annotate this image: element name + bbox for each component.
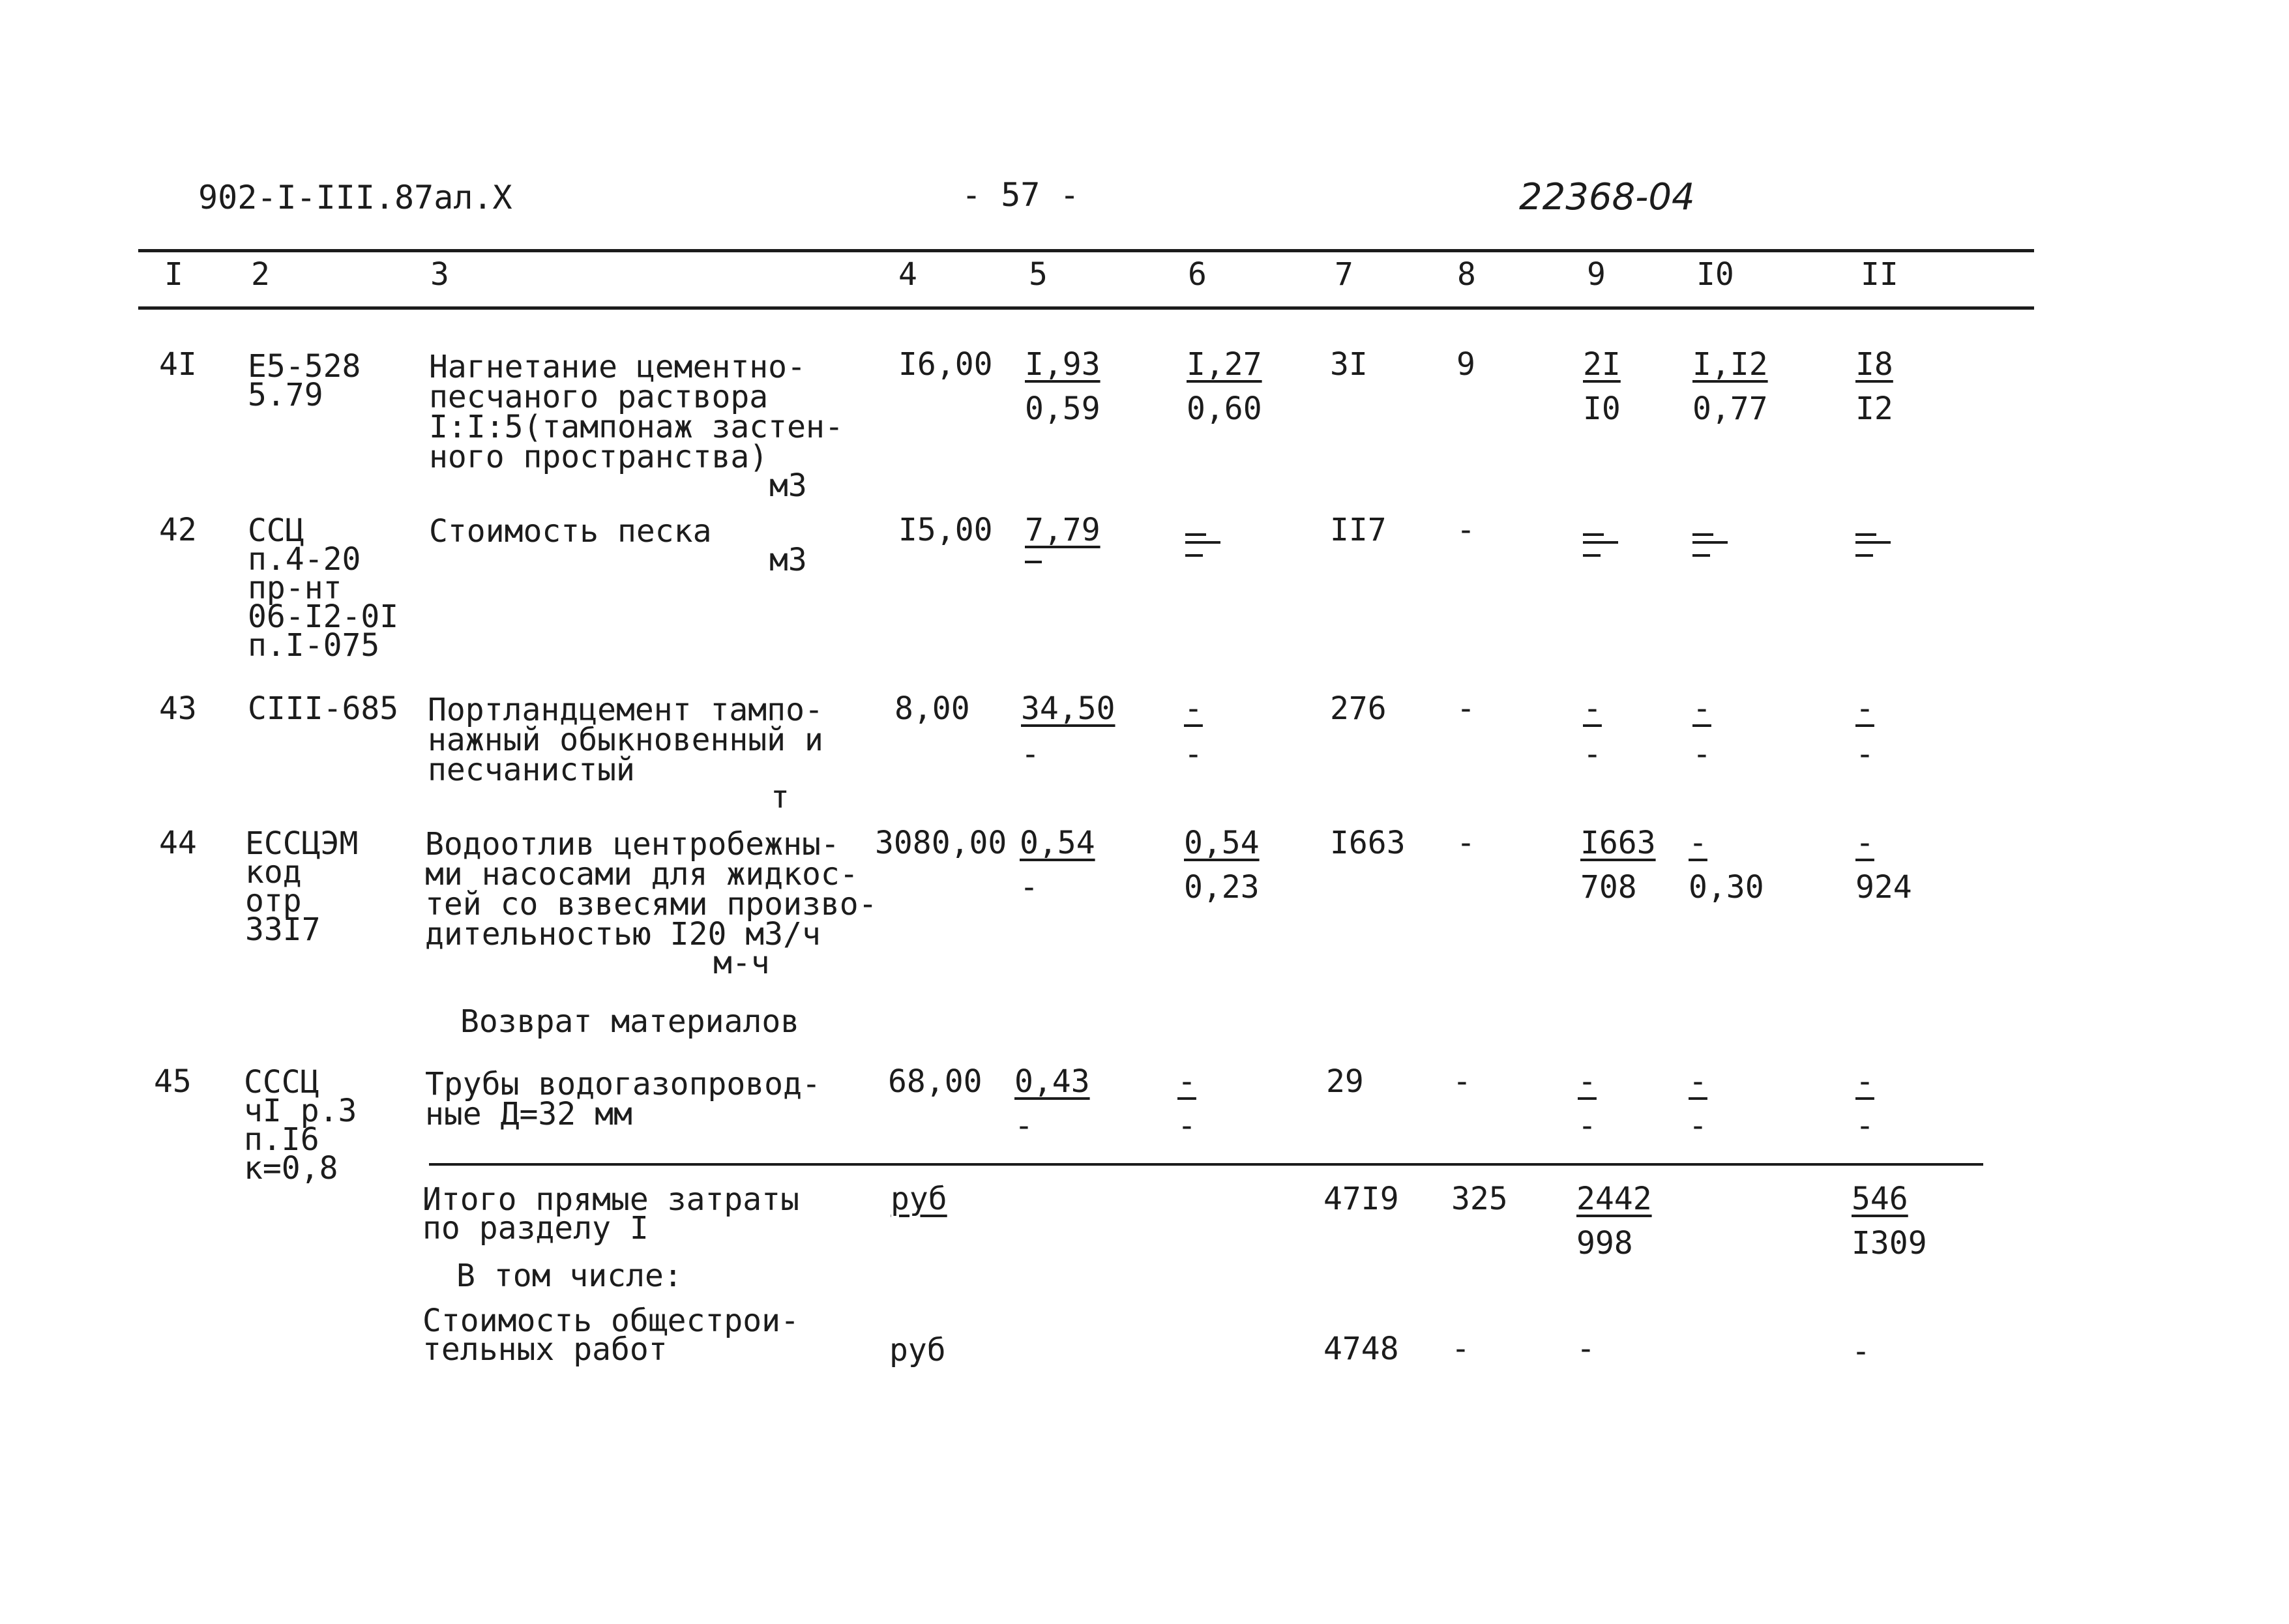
c9-bottom: - bbox=[1578, 1108, 1597, 1144]
page-number: - 57 - bbox=[962, 176, 1080, 214]
row-name: Нагнетание цементно- песчаного раствора I:I:5(тампонаж застен- ного пространства) bbox=[429, 349, 844, 475]
col-header: 2 bbox=[251, 256, 270, 293]
c7-value: 29 bbox=[1326, 1063, 1364, 1100]
c7-value: 3I bbox=[1330, 346, 1368, 383]
row-qty: 3080,00 bbox=[875, 825, 1007, 861]
general-c11: - bbox=[1852, 1333, 1870, 1370]
c6-bottom: - bbox=[1177, 1108, 1196, 1144]
col-header: 4 bbox=[898, 256, 917, 293]
c5-bottom: 0,59 bbox=[1025, 391, 1100, 427]
totals-label: Итого прямые затраты по разделу I bbox=[422, 1181, 799, 1247]
row-qty: 68,00 bbox=[888, 1063, 982, 1100]
c8-value: - bbox=[1453, 1063, 1471, 1100]
row-unit: т bbox=[771, 779, 790, 816]
col-header: 8 bbox=[1457, 256, 1476, 293]
c6-bottom: 0,60 bbox=[1187, 391, 1262, 427]
row-code: ЕССЦЭМ код отр 33I7 bbox=[245, 825, 359, 948]
c10-bottom: - bbox=[1692, 736, 1711, 773]
general-unit: руб bbox=[889, 1332, 946, 1368]
c8-value: - bbox=[1456, 825, 1475, 861]
c5-bottom-dash bbox=[1025, 561, 1042, 563]
c7-value: 276 bbox=[1330, 690, 1387, 727]
c10-top: - bbox=[1689, 1063, 1707, 1100]
c11-top: - bbox=[1855, 690, 1874, 727]
row-number: 42 bbox=[159, 512, 197, 548]
c6-bottom: - bbox=[1184, 736, 1203, 773]
c11-bottom: - bbox=[1855, 736, 1874, 773]
totals-c11-bottom: I309 bbox=[1852, 1225, 1927, 1262]
c9-bottom: 708 bbox=[1580, 869, 1637, 906]
c9-top: - bbox=[1583, 690, 1602, 727]
c10-bottom: - bbox=[1689, 1108, 1707, 1144]
c9-top: 2I bbox=[1583, 346, 1621, 383]
row-qty: I6,00 bbox=[898, 346, 993, 383]
row-code: Е5-528 5.79 bbox=[248, 348, 361, 413]
c6-top: 0,54 bbox=[1184, 825, 1260, 861]
c11-bottom: I2 bbox=[1855, 391, 1893, 427]
c5-top: 7,79 bbox=[1025, 512, 1100, 548]
c9-top: I663 bbox=[1580, 825, 1656, 861]
totals-c11-top: 546 bbox=[1852, 1181, 1908, 1217]
c9-fraction-dashes bbox=[1583, 522, 1618, 561]
album-code: 22368-04 bbox=[1519, 176, 1695, 218]
c6-top: - bbox=[1184, 690, 1203, 727]
row-code: ССЦ п.4-20 пр-нт 06-I2-0I п.I-075 bbox=[248, 512, 399, 664]
including-label: В том числе: bbox=[456, 1258, 683, 1294]
c9-bottom: - bbox=[1583, 736, 1602, 773]
c7-value: II7 bbox=[1330, 512, 1387, 548]
row-unit: м3 bbox=[769, 542, 807, 578]
doc-code: 902-I-III.87ал.Х bbox=[198, 179, 512, 216]
col-header: 6 bbox=[1188, 256, 1207, 293]
c8-value: - bbox=[1456, 690, 1475, 727]
c11-top: - bbox=[1855, 1063, 1874, 1100]
c5-top: 34,50 bbox=[1021, 690, 1115, 727]
row-unit: м-ч bbox=[713, 945, 770, 981]
table-top-rule bbox=[138, 249, 2034, 252]
c5-bottom: - bbox=[1021, 736, 1040, 773]
col-header: II bbox=[1861, 256, 1898, 293]
row-qty: I5,00 bbox=[898, 512, 993, 548]
c5-top: 0,43 bbox=[1014, 1063, 1090, 1100]
general-c7: 4748 bbox=[1323, 1331, 1399, 1367]
row-name: Портландцемент тампо- нажный обыкновенный и песчанистый bbox=[428, 692, 823, 788]
row-number: 4I bbox=[159, 346, 197, 383]
c6-fraction-dashes bbox=[1185, 522, 1220, 561]
row-qty: 8,00 bbox=[894, 690, 970, 727]
row-unit: м3 bbox=[769, 467, 807, 504]
c9-bottom: I0 bbox=[1583, 391, 1621, 427]
c5-top: 0,54 bbox=[1020, 825, 1095, 861]
c6-top: I,27 bbox=[1187, 346, 1262, 383]
c10-bottom: 0,30 bbox=[1689, 869, 1764, 906]
general-c9: - bbox=[1576, 1331, 1595, 1367]
c7-value: I663 bbox=[1330, 825, 1406, 861]
c9-top: - bbox=[1578, 1063, 1597, 1100]
table-header-rule bbox=[138, 306, 2034, 310]
totals-unit: руб bbox=[891, 1181, 947, 1217]
c11-top: - bbox=[1855, 825, 1874, 861]
row-name: Стоимость песка bbox=[429, 513, 712, 550]
c5-top: I,93 bbox=[1025, 346, 1100, 383]
c8-value: 9 bbox=[1456, 346, 1475, 383]
general-c8: - bbox=[1451, 1331, 1470, 1367]
col-header: I bbox=[164, 256, 183, 293]
c10-bottom: 0,77 bbox=[1692, 391, 1768, 427]
c10-fraction-dashes bbox=[1692, 522, 1728, 561]
c11-fraction-dashes bbox=[1855, 522, 1891, 561]
c11-bottom: - bbox=[1855, 1108, 1874, 1144]
c6-top: - bbox=[1177, 1063, 1196, 1100]
row-number: 44 bbox=[159, 825, 197, 861]
totals-c9-bottom: 998 bbox=[1576, 1225, 1633, 1262]
c11-bottom: 924 bbox=[1855, 869, 1912, 906]
col-header: 3 bbox=[430, 256, 449, 293]
row-number: 43 bbox=[159, 690, 197, 727]
c10-top: I,I2 bbox=[1692, 346, 1768, 383]
totals-c8: 325 bbox=[1451, 1181, 1508, 1217]
totals-c7: 47I9 bbox=[1323, 1181, 1399, 1217]
col-header: 9 bbox=[1587, 256, 1606, 293]
row-name: Водоотлив центробежны- ми насосами для жидкос- тей со взвесями произво- дительностью I20 м3/ч bbox=[425, 826, 878, 952]
c10-top: - bbox=[1689, 825, 1707, 861]
general-label: Стоимость общестрои- тельных работ bbox=[422, 1303, 799, 1368]
section-return-title: Возврат материалов bbox=[460, 1003, 800, 1040]
c5-bottom: - bbox=[1020, 869, 1039, 906]
row-code: СIII-685 bbox=[248, 690, 399, 727]
col-header: 5 bbox=[1029, 256, 1048, 293]
c5-bottom: - bbox=[1014, 1108, 1033, 1144]
col-header: 7 bbox=[1335, 256, 1353, 293]
col-header: I0 bbox=[1696, 256, 1734, 293]
c6-bottom: 0,23 bbox=[1184, 869, 1260, 906]
row-name: Трубы водогазопровод- ные Д=32 мм bbox=[425, 1066, 821, 1132]
c11-top: I8 bbox=[1855, 346, 1893, 383]
row-code: СССЦ чI р.3 п.I6 к=0,8 bbox=[244, 1064, 357, 1187]
row-number: 45 bbox=[154, 1063, 192, 1100]
totals-c9-top: 2442 bbox=[1576, 1181, 1652, 1217]
c10-top: - bbox=[1692, 690, 1711, 727]
totals-rule bbox=[429, 1163, 1983, 1166]
c8-value: - bbox=[1456, 512, 1475, 548]
